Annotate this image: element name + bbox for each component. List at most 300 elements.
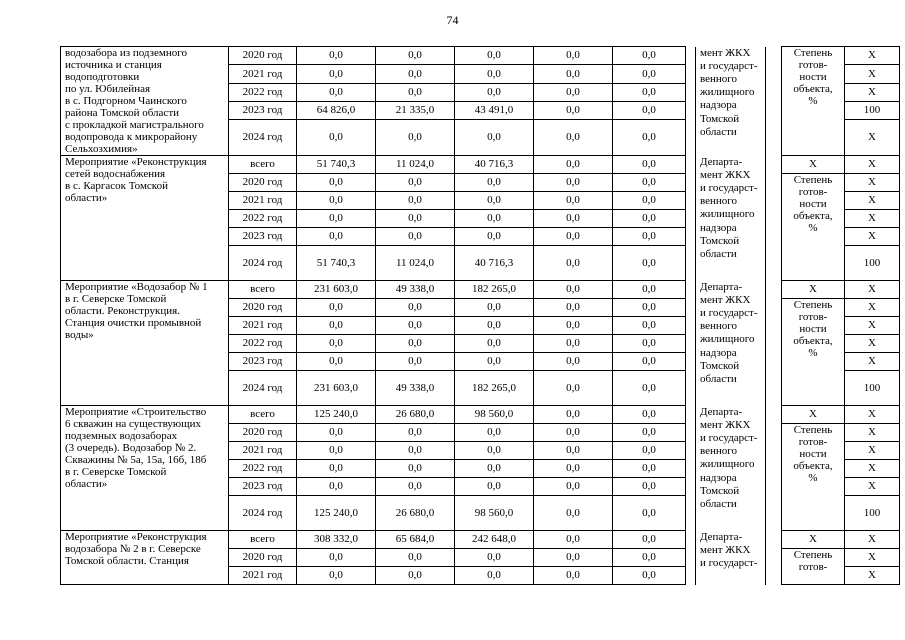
responsible-line: и государст- [700,181,758,194]
indicator-cell [782,299,845,406]
amount-cell: 0,0 [613,442,686,460]
target-value-cell: X [845,65,900,83]
amount-cell: 0,0 [297,442,376,460]
amount-cell: 49 338,0 [376,281,455,299]
responsible-line: венного [700,320,738,333]
amount-cell: 0,0 [455,299,534,317]
responsible-line: и государст- [700,59,758,72]
amount-cell: 0,0 [297,299,376,317]
amount-cell: 0,0 [376,228,455,246]
indicator-cell [782,47,845,156]
amount-cell: 0,0 [613,47,686,65]
period-cell: 2021 год [229,192,297,210]
event-name-line: воды» [65,329,94,341]
responsible-line: Томской [700,484,740,497]
responsible-line: области [700,372,737,385]
target-value-cell: X [845,442,900,460]
event-name-line: Мероприятие «Водозабор № 1 [65,281,208,293]
amount-cell: 0,0 [455,65,534,83]
target-value-cell: X [845,317,900,335]
amount-cell: 0,0 [534,460,613,478]
amount-cell: 26 680,0 [376,406,455,424]
responsible-cell [696,406,766,531]
responsible-line: жилищного [700,458,755,471]
amount-cell: 65 684,0 [376,531,455,549]
event-name-line: водозабора из подземного [65,47,187,59]
indicator-line: готов- [798,436,828,448]
responsible-line: Томской [700,112,740,125]
amount-cell: 0,0 [297,120,376,156]
indicator-line: объекта, [793,83,833,95]
target-value-cell: X [845,156,900,174]
period-cell: 2021 год [229,567,297,585]
amount-cell: 0,0 [534,353,613,371]
amount-cell: 26 680,0 [376,496,455,531]
table-row [61,156,900,174]
event-name-line: с прокладкой магистрального [65,119,204,131]
amount-cell: 0,0 [534,531,613,549]
amount-cell: 0,0 [613,281,686,299]
period-cell: всего [229,156,297,174]
spacer-cell [686,531,696,585]
target-value-cell: X [845,210,900,228]
amount-cell: 0,0 [613,335,686,353]
amount-cell: 0,0 [613,192,686,210]
period-cell: всего [229,281,297,299]
amount-cell: 11 024,0 [376,156,455,174]
amount-cell: 0,0 [297,174,376,192]
amount-cell: 0,0 [534,246,613,281]
spacer-cell [766,531,782,585]
amount-cell: 0,0 [534,101,613,119]
amount-cell: 0,0 [534,371,613,406]
amount-cell: 0,0 [613,210,686,228]
indicator-line: объекта, [793,335,833,347]
amount-cell: 0,0 [613,101,686,119]
responsible-line: мент ЖКХ [700,418,751,431]
period-cell: всего [229,531,297,549]
amount-cell: 0,0 [455,442,534,460]
table-row [61,531,900,549]
spacer-cell [686,47,696,156]
amount-cell: 0,0 [297,317,376,335]
target-value-cell: X [845,567,900,585]
amount-cell: 0,0 [613,549,686,567]
event-name-line: Томской области. Станция [65,555,189,567]
responsible-line: Департа- [700,280,743,293]
amount-cell: 0,0 [376,424,455,442]
responsible-cell [696,281,766,406]
responsible-line: венного [700,72,738,85]
amount-cell: 308 332,0 [297,531,376,549]
indicator-line: объекта, [793,460,833,472]
responsible-line: надзора [700,346,737,359]
amount-cell: 0,0 [613,424,686,442]
budget-table [60,46,900,585]
indicator-line: готов- [798,561,828,573]
amount-cell: 0,0 [534,156,613,174]
amount-cell: 51 740,3 [297,156,376,174]
responsible-line: Департа- [700,405,743,418]
event-name-line: водоподготовки [65,71,140,83]
amount-cell: 0,0 [376,442,455,460]
indicator-line: % [808,95,818,107]
amount-cell: 0,0 [613,246,686,281]
spacer-cell [766,47,782,156]
amount-cell: 0,0 [534,47,613,65]
amount-cell: 0,0 [297,549,376,567]
amount-cell: 0,0 [455,228,534,246]
indicator-line: Степень [793,299,833,311]
amount-cell: 0,0 [297,210,376,228]
target-value-cell: X [845,549,900,567]
period-cell: 2023 год [229,228,297,246]
spacer-cell [766,406,782,531]
amount-cell: 98 560,0 [455,496,534,531]
event-name-cell [61,531,229,585]
amount-cell: 0,0 [534,120,613,156]
amount-cell: 0,0 [613,228,686,246]
event-name-line: Мероприятие «Реконструкция [65,531,207,543]
period-cell: 2020 год [229,47,297,65]
responsible-line: жилищного [700,333,755,346]
event-name-line: сетей водоснабжения [65,168,166,180]
target-value-cell: X [845,406,900,424]
amount-cell: 49 338,0 [376,371,455,406]
responsible-line: Департа- [700,155,743,168]
indicator-line: ности [799,323,827,335]
target-value-cell: X [845,228,900,246]
amount-cell: 0,0 [534,549,613,567]
amount-cell: 182 265,0 [455,371,534,406]
target-value-cell: X [845,47,900,65]
amount-cell: 0,0 [455,174,534,192]
responsible-cell [696,47,766,156]
amount-cell: 231 603,0 [297,281,376,299]
responsible-line: мент ЖКХ [700,543,751,556]
amount-cell: 0,0 [613,371,686,406]
period-cell: 2020 год [229,424,297,442]
indicator-top-cell: X [782,281,845,299]
target-value-cell: 100 [845,101,900,119]
target-value-cell: X [845,83,900,101]
spacer-cell [686,406,696,531]
amount-cell: 0,0 [534,192,613,210]
event-name-line: подземных водозаборах [65,430,178,442]
indicator-line: % [808,347,818,359]
responsible-line: и государст- [700,431,758,444]
responsible-line: мент ЖКХ [700,168,751,181]
amount-cell: 0,0 [297,567,376,585]
amount-cell: 0,0 [376,299,455,317]
amount-cell: 0,0 [297,353,376,371]
responsible-line: жилищного [700,86,755,99]
amount-cell: 0,0 [534,281,613,299]
amount-cell: 0,0 [534,299,613,317]
responsible-line: надзора [700,99,737,112]
amount-cell: 0,0 [455,317,534,335]
amount-cell: 0,0 [613,299,686,317]
amount-cell: 125 240,0 [297,406,376,424]
amount-cell: 0,0 [455,567,534,585]
amount-cell: 0,0 [455,353,534,371]
indicator-cell [782,174,845,281]
period-cell: всего [229,406,297,424]
event-name-cell [61,281,229,406]
amount-cell: 0,0 [613,83,686,101]
indicator-top-cell: X [782,406,845,424]
amount-cell: 0,0 [613,120,686,156]
event-name-line: Станция очистки промывной [65,317,202,329]
amount-cell: 231 603,0 [297,371,376,406]
indicator-line: готов- [798,59,828,71]
amount-cell: 0,0 [455,210,534,228]
target-value-cell: X [845,424,900,442]
period-cell: 2021 год [229,317,297,335]
target-value-cell: X [845,281,900,299]
amount-cell: 0,0 [455,478,534,496]
responsible-line: Томской [700,359,740,372]
period-cell: 2021 год [229,65,297,83]
target-value-cell: 100 [845,496,900,531]
indicator-cell [782,424,845,531]
indicator-line: ности [799,448,827,460]
period-cell: 2020 год [229,549,297,567]
indicator-line: готов- [798,311,828,323]
event-name-line: области» [65,478,108,490]
target-value-cell: 100 [845,371,900,406]
target-value-cell: X [845,460,900,478]
amount-cell: 0,0 [297,460,376,478]
event-name-line: в с. Каргасок Томской [65,180,168,192]
amount-cell: 0,0 [534,174,613,192]
amount-cell: 51 740,3 [297,246,376,281]
amount-cell: 0,0 [613,317,686,335]
amount-cell: 0,0 [613,65,686,83]
amount-cell: 40 716,3 [455,246,534,281]
period-cell: 2020 год [229,299,297,317]
event-name-line: Скважины № 5а, 15а, 16б, 18б [65,454,207,466]
event-name-cell [61,406,229,531]
amount-cell: 125 240,0 [297,496,376,531]
amount-cell: 0,0 [613,531,686,549]
period-cell: 2021 год [229,442,297,460]
amount-cell: 0,0 [534,424,613,442]
amount-cell: 0,0 [455,460,534,478]
responsible-cell [696,156,766,281]
period-cell: 2022 год [229,460,297,478]
amount-cell: 0,0 [534,567,613,585]
indicator-line: Степень [793,47,833,59]
spacer-cell [686,156,696,281]
target-value-cell: 100 [845,246,900,281]
page-number: 74 [446,13,459,27]
amount-cell: 0,0 [455,335,534,353]
amount-cell: 0,0 [297,47,376,65]
amount-cell: 98 560,0 [455,406,534,424]
amount-cell: 0,0 [297,192,376,210]
amount-cell: 0,0 [534,442,613,460]
amount-cell: 0,0 [534,317,613,335]
period-cell: 2023 год [229,478,297,496]
amount-cell: 0,0 [534,496,613,531]
table-row [61,47,900,65]
amount-cell: 0,0 [376,353,455,371]
indicator-line: готов- [798,186,828,198]
indicator-line: Степень [793,549,833,561]
indicator-line: % [808,472,818,484]
event-name-line: в г. Северске Томской [65,293,167,305]
period-cell: 2024 год [229,120,297,156]
period-cell: 2023 год [229,101,297,119]
event-name-line: области» [65,192,108,204]
amount-cell: 0,0 [534,228,613,246]
target-value-cell: X [845,192,900,210]
indicator-line: ности [799,71,827,83]
period-cell: 2024 год [229,371,297,406]
amount-cell: 40 716,3 [455,156,534,174]
event-name-line: в с. Подгорном Чаинского [65,95,187,107]
amount-cell: 0,0 [376,567,455,585]
indicator-top-cell: X [782,531,845,549]
amount-cell: 0,0 [297,65,376,83]
amount-cell: 0,0 [376,83,455,101]
spacer-cell [766,156,782,281]
responsible-line: венного [700,445,738,458]
table-row [61,406,900,424]
responsible-line: мент ЖКХ [700,293,751,306]
responsible-line: надзора [700,221,737,234]
amount-cell: 0,0 [376,335,455,353]
responsible-line: области [700,497,737,510]
amount-cell: 0,0 [534,478,613,496]
period-cell: 2024 год [229,246,297,281]
amount-cell: 0,0 [376,317,455,335]
event-name-line: источника и станция [65,59,162,71]
target-value-cell: X [845,531,900,549]
amount-cell: 64 826,0 [297,101,376,119]
responsible-line: Томской [700,234,740,247]
amount-cell: 0,0 [376,192,455,210]
responsible-line: жилищного [700,208,755,221]
amount-cell: 0,0 [613,478,686,496]
amount-cell: 0,0 [534,65,613,83]
amount-cell: 0,0 [613,174,686,192]
period-cell: 2022 год [229,335,297,353]
amount-cell: 0,0 [455,192,534,210]
amount-cell: 0,0 [613,353,686,371]
responsible-line: области [700,125,737,138]
amount-cell: 0,0 [297,335,376,353]
amount-cell: 0,0 [455,424,534,442]
amount-cell: 0,0 [376,460,455,478]
indicator-line: Степень [793,174,833,186]
event-name-line: области. Реконструкция. [65,305,180,317]
amount-cell: 0,0 [297,478,376,496]
amount-cell: 0,0 [376,210,455,228]
amount-cell: 0,0 [613,496,686,531]
amount-cell: 0,0 [376,549,455,567]
amount-cell: 0,0 [455,83,534,101]
target-value-cell: X [845,335,900,353]
event-name-line: Мероприятие «Строительство [65,406,207,418]
event-name-line: водопровода к микрорайону [65,131,198,143]
target-value-cell: X [845,174,900,192]
amount-cell: 0,0 [455,47,534,65]
amount-cell: 11 024,0 [376,246,455,281]
amount-cell: 242 648,0 [455,531,534,549]
amount-cell: 0,0 [455,120,534,156]
event-name-line: в г. Северске Томской [65,466,167,478]
event-name-line: района Томской области [65,107,180,119]
event-name-line: (3 очередь). Водозабор № 2. [65,442,197,454]
amount-cell: 0,0 [613,156,686,174]
period-cell: 2022 год [229,83,297,101]
amount-cell: 0,0 [376,65,455,83]
event-name-line: Мероприятие «Реконструкция [65,156,207,168]
responsible-cell [696,531,766,585]
responsible-line: Департа- [700,530,743,543]
event-name-cell [61,156,229,281]
event-name-line: 6 скважин на существующих [65,418,201,430]
event-name-line: Сельхозхимия» [65,143,138,155]
responsible-line: и государст- [700,556,758,569]
spacer-cell [766,281,782,406]
indicator-top-cell: X [782,156,845,174]
responsible-line: венного [700,195,738,208]
target-value-cell: X [845,120,900,156]
amount-cell: 0,0 [613,567,686,585]
responsible-line: и государст- [700,306,758,319]
responsible-line: области [700,247,737,260]
amount-cell: 0,0 [613,406,686,424]
amount-cell: 0,0 [376,47,455,65]
period-cell: 2020 год [229,174,297,192]
event-name-line: по ул. Юбилейная [65,83,151,95]
target-value-cell: X [845,353,900,371]
period-cell: 2022 год [229,210,297,228]
indicator-line: ности [799,198,827,210]
event-name-cell [61,47,229,156]
table-row [61,281,900,299]
target-value-cell: X [845,299,900,317]
amount-cell: 0,0 [534,210,613,228]
amount-cell: 182 265,0 [455,281,534,299]
amount-cell: 0,0 [297,228,376,246]
indicator-line: объекта, [793,210,833,222]
event-name-line: водозабора № 2 в г. Северске [65,543,201,555]
amount-cell: 0,0 [376,478,455,496]
amount-cell: 21 335,0 [376,101,455,119]
responsible-line: надзора [700,471,737,484]
amount-cell: 0,0 [534,406,613,424]
amount-cell: 0,0 [455,549,534,567]
amount-cell: 0,0 [376,174,455,192]
indicator-cell [782,549,845,585]
amount-cell: 0,0 [613,460,686,478]
responsible-line: мент ЖКХ [700,46,751,59]
target-value-cell: X [845,478,900,496]
spacer-cell [686,281,696,406]
period-cell: 2024 год [229,496,297,531]
amount-cell: 0,0 [297,83,376,101]
amount-cell: 43 491,0 [455,101,534,119]
period-cell: 2023 год [229,353,297,371]
amount-cell: 0,0 [534,83,613,101]
amount-cell: 0,0 [376,120,455,156]
amount-cell: 0,0 [297,424,376,442]
indicator-line: % [808,222,818,234]
